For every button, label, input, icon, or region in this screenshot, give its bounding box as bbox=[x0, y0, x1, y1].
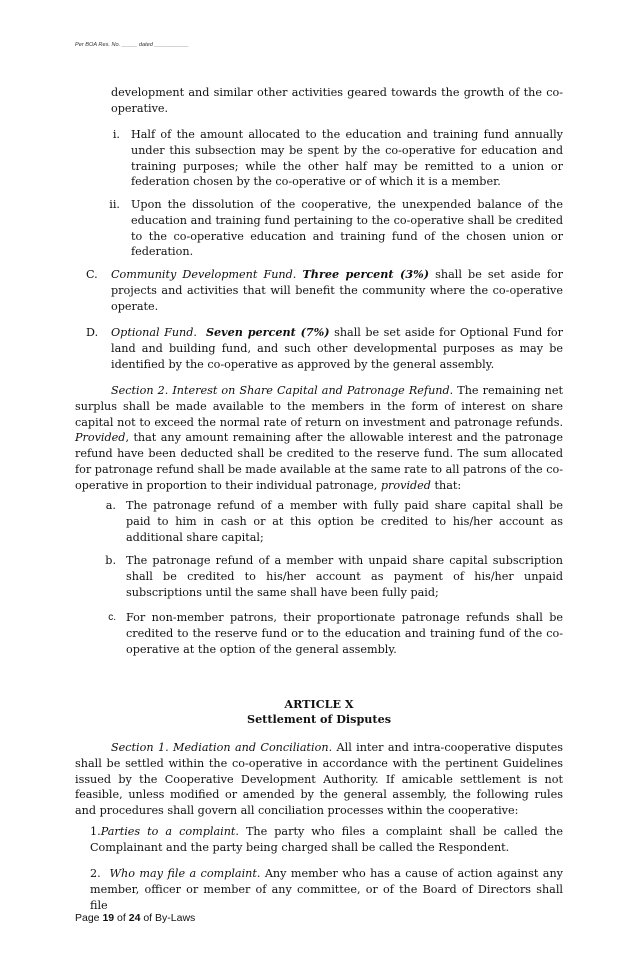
footer-prefix: Page bbox=[75, 912, 103, 924]
list-item-dispute-1 bbox=[90, 824, 563, 856]
list-marker: C. bbox=[86, 268, 98, 281]
footer-page-number: 19 bbox=[102, 912, 115, 924]
list-item-text: The patronage refund of a member with unpaid share capital subscription shall be credited to his/her account as payment of his/her unpaid subscriptions until the same shall have been fully paid; bbox=[126, 554, 563, 599]
fund-c-text bbox=[111, 267, 563, 314]
list-marker: ii. bbox=[109, 198, 120, 211]
fund-c-body: shall be set aside for projects and activities that will benefit the community where the co-operative operate. bbox=[111, 268, 563, 313]
footer-suffix: of By-Laws bbox=[140, 912, 196, 924]
fund-d-body: shall be set aside for Optional Fund for land and building fund, and such other developmental purposes as may be identified by the co-operative as approved by the general assembly. bbox=[111, 326, 563, 371]
list-item-refund-b bbox=[96, 553, 563, 600]
list-marker: D. bbox=[86, 326, 99, 339]
list-item-text: Upon the dissolution of the cooperative, the unexpended balance of the education and training fund pertaining to the co-operative shall be credited to the co-operative education and training fund of the chosen union or federation. bbox=[131, 198, 563, 259]
list-item-education-i bbox=[96, 127, 563, 190]
intro-paragraph bbox=[111, 85, 563, 117]
list-item-refund-a bbox=[96, 498, 563, 545]
article-title: Settlement of Disputes bbox=[246, 712, 391, 726]
fund-d-emphasis: Seven percent (7%) bbox=[205, 325, 330, 339]
section-1-paragraph bbox=[75, 740, 563, 819]
list-item-text bbox=[90, 866, 563, 913]
header-note: Per BOA Res. No. _____ dated ___________ bbox=[75, 42, 189, 48]
list-item-text: Half of the amount allocated to the education and training fund annually under this subsection may be spent by the co-operative for education and training purposes; while the other half may be remitted to a union or federation chosen by the co-operative or of which it is a member. bbox=[131, 128, 563, 189]
section-2-provided-2: provided bbox=[380, 478, 431, 492]
page-footer bbox=[75, 911, 195, 927]
section-2-text-1: . The remaining net surplus shall be made available to the members in the form of interest on share capital not to exceed the normal rate of return on investment and patronage refunds. bbox=[75, 384, 563, 429]
section-2-text-2: , that any amount remaining after the allowable interest and the patronage refund have been deducted shall be credited to the reserve fund. The sum allocated for patronage refund shall be made available at the same rate to all patrons of the co-operative in proportion to their individual patronage, bbox=[75, 431, 563, 492]
list-item-text bbox=[90, 824, 563, 856]
fund-d-text bbox=[111, 325, 563, 372]
intro-text: development and similar other activities geared towards the growth of the co-operative. bbox=[111, 86, 563, 115]
fund-d-label: Optional Fund. bbox=[111, 326, 197, 339]
dispute-1-label: Parties to a complaint bbox=[100, 825, 236, 838]
footer-total-pages: 24 bbox=[128, 912, 141, 924]
list-item-dispute-2 bbox=[90, 866, 563, 913]
list-marker: b. bbox=[105, 554, 116, 567]
fund-c-label: Community Development Fund. bbox=[111, 268, 297, 281]
dispute-2-label: Who may file a complaint bbox=[109, 867, 257, 880]
article-number: ARTICLE X bbox=[284, 697, 354, 711]
list-marker: i. bbox=[112, 128, 120, 141]
list-item-text: For non-member patrons, their proportionate patronage refunds shall be credited to the reserve fund or to the education and training fund of the co-operative at the option of the general assembly. bbox=[126, 611, 563, 656]
dispute-2-body: . Any member who has a cause of action against any member, officer or member of any committee, or of the Board of Directors shall file bbox=[90, 867, 563, 912]
fund-c-emphasis: Three percent (3%) bbox=[302, 267, 430, 281]
fund-c-item bbox=[86, 267, 563, 314]
list-item-text: The patronage refund of a member with fully paid share capital shall be paid to him in cash or at this option be credited to his/her account as additional share capital; bbox=[126, 499, 563, 544]
section-2-heading: Section 2. Interest on Share Capital and Patronage Refund bbox=[111, 384, 450, 397]
section-2-paragraph bbox=[75, 383, 563, 494]
section-2-text-3: that: bbox=[430, 478, 462, 492]
section-1-text: . All inter and intra-cooperative disputes shall be settled within the co-operative in accordance with the pertinent Guidelines issued by the Cooperative Development Authority. If amicable settlement is not feasible, unless modified or amended by the general assembly, the following rules and procedures shall govern all conciliation processes within the cooperative: bbox=[75, 741, 563, 818]
footer-middle: of bbox=[114, 912, 129, 924]
list-marker: 2. bbox=[90, 867, 101, 880]
list-item-education-ii bbox=[96, 197, 563, 260]
list-marker: c. bbox=[108, 612, 116, 623]
section-2-provided-1: Provided bbox=[75, 431, 126, 445]
list-item-refund-c bbox=[96, 610, 563, 657]
list-marker: 1. bbox=[90, 825, 101, 838]
list-marker: a. bbox=[105, 499, 116, 512]
section-1-heading: Section 1. Mediation and Conciliation bbox=[111, 741, 329, 754]
dispute-1-body: . The party who files a complaint shall be called the Complainant and the party being charged shall be called the Respondent. bbox=[90, 825, 563, 854]
fund-d-item bbox=[86, 325, 563, 372]
